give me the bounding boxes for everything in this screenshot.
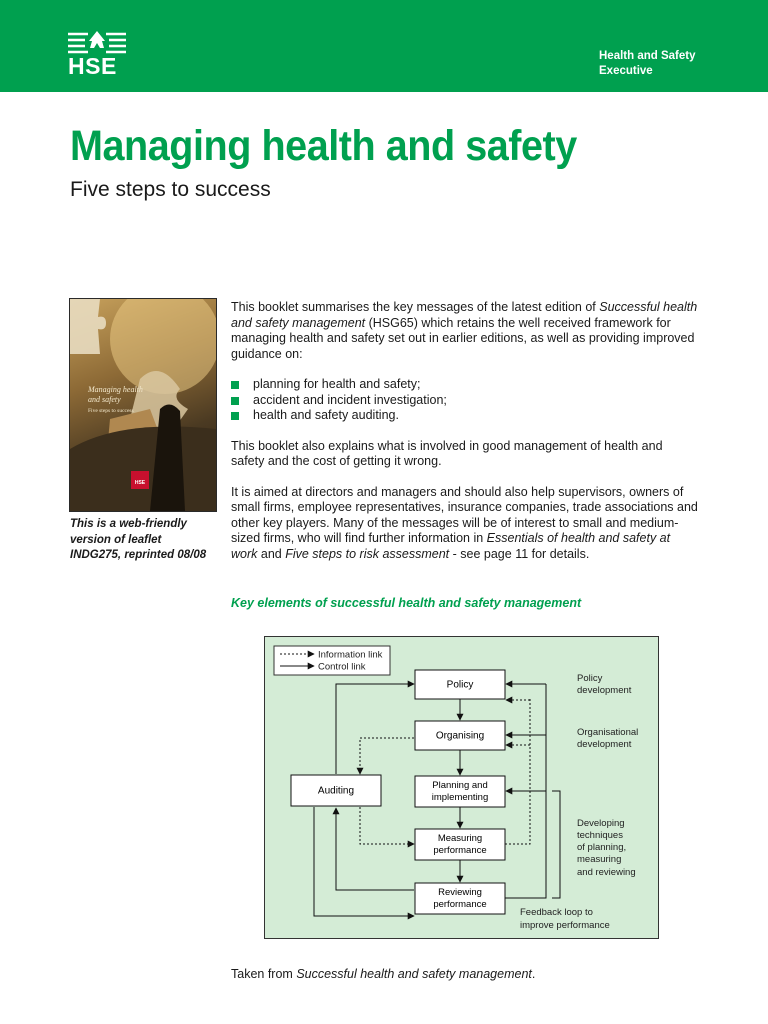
intro-paragraph xyxy=(231,300,699,362)
legend-control-label: Control link xyxy=(318,661,366,673)
reviewing-label-line-2: performance xyxy=(433,899,487,910)
source-footnote xyxy=(231,967,535,981)
caption-line-3: INDG275, reprinted 08/08 xyxy=(70,549,207,561)
diagram-title: Key elements of successful health and safety management xyxy=(231,596,582,610)
footnote-suffix: . xyxy=(531,967,536,981)
page-title: Managing health and safety xyxy=(70,122,577,170)
measuring-label-line-2: performance xyxy=(433,845,487,856)
page-subtitle: Five steps to success xyxy=(70,178,271,201)
bullet-square-icon xyxy=(231,412,239,420)
note-organisational-line-2: development xyxy=(577,739,632,750)
audience-paragraph xyxy=(231,485,699,563)
intro-publication-title: Successful health and safety management xyxy=(231,300,698,330)
note-developing-line-5: and reviewing xyxy=(577,867,636,878)
note-developing-line-2: techniques xyxy=(577,830,623,841)
bullet-square-icon xyxy=(231,397,239,405)
cover-title-line-2: and safety xyxy=(88,395,121,404)
note-policy-line-2: development xyxy=(577,685,632,696)
note-developing-line-1: Developing xyxy=(577,818,625,829)
planning-label-line-2: implementing xyxy=(431,792,489,803)
reviewing-label-line-1: Reviewing xyxy=(438,887,482,898)
organisation-name-line-1: Health and Safety xyxy=(599,50,696,62)
explanation-paragraph: This booklet also explains what is involved in good management of health and safety and the cost of getting it wrong. xyxy=(231,438,663,468)
audience-publication-2: Five steps to risk assessment xyxy=(285,546,450,561)
audience-text-1: It is aimed at directors and managers and should also help supervisors, owners of small firms, employee representatives, insurance companies, trade associations and other key players. Many of the messages will be of interest to small and medium-sized firms, who will find further information in xyxy=(231,484,698,545)
caption-line-1: This is a web-friendly xyxy=(70,518,187,530)
cover-hse-badge: HSE xyxy=(131,471,149,489)
list-item xyxy=(231,377,699,393)
audience-text-2: and xyxy=(257,546,286,561)
management-framework-diagram xyxy=(264,636,659,939)
leaflet-cover-image xyxy=(69,298,217,512)
diagram-legend xyxy=(274,646,390,675)
guidance-list xyxy=(231,377,699,424)
list-item xyxy=(231,393,699,409)
planning-label-line-1: Planning and xyxy=(432,780,488,791)
organisation-name xyxy=(599,49,696,79)
cover-subtitle: Five steps to success xyxy=(88,408,134,414)
organisation-name-line-2: Executive xyxy=(599,65,653,77)
auditing-label: Auditing xyxy=(317,785,355,797)
footnote-prefix: Taken from xyxy=(231,967,297,981)
body-text xyxy=(231,300,699,562)
intro-text-1: This booklet summarises the key messages of the latest edition of xyxy=(231,300,600,314)
note-organisational-line-1: Organisational xyxy=(577,727,639,738)
measuring-label-line-1: Measuring xyxy=(437,833,483,844)
note-policy-line-1: Policy xyxy=(577,673,603,684)
footnote-publication: Successful health and safety management xyxy=(296,967,532,981)
note-feedback-line-2: improve performance xyxy=(520,920,610,931)
note-feedback-line-1: Feedback loop to xyxy=(520,907,593,918)
audience-text-3: - see page 11 for details. xyxy=(449,546,590,561)
note-developing-line-3: of planning, xyxy=(577,842,627,853)
bullet-square-icon xyxy=(231,381,239,389)
intro-text-2: (HSG65) which retains the well received framework for managing health and safety set out in earlier editions, as well as providing improved guidance on: xyxy=(231,315,695,361)
legend-information-label: Information link xyxy=(318,649,383,661)
list-item-text: planning for health and safety; xyxy=(253,377,421,391)
list-item-text: accident and incident investigation; xyxy=(253,392,447,407)
policy-label: Policy xyxy=(446,679,474,691)
list-item xyxy=(231,408,699,424)
hse-logo-text: HSE xyxy=(68,53,117,79)
header-band xyxy=(0,0,768,92)
cover-title-line-1: Managing health xyxy=(88,385,143,394)
list-item-text: health and safety auditing. xyxy=(253,408,399,422)
audience-publication-1: Essentials of health and safety at work xyxy=(231,531,671,561)
note-developing-line-4: measuring xyxy=(577,854,622,865)
caption-line-2: version of leaflet xyxy=(70,533,162,546)
cover-title xyxy=(88,385,143,405)
organising-label: Organising xyxy=(435,730,485,742)
cover-caption xyxy=(70,517,220,564)
